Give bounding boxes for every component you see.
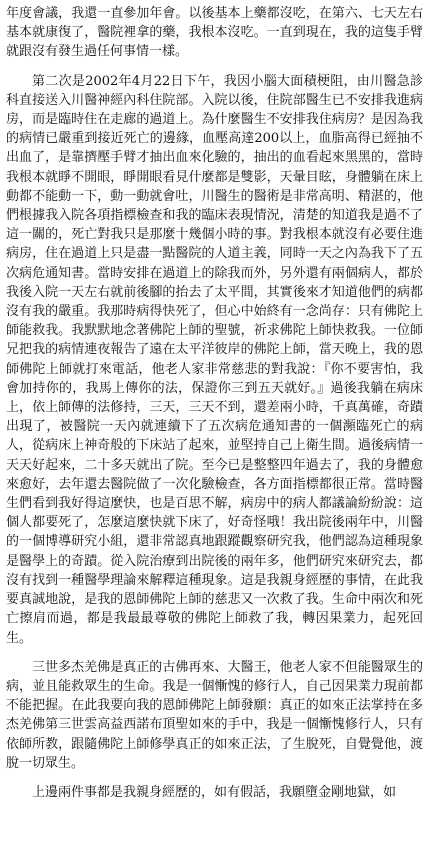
- paragraph-gap: [0, 62, 429, 72]
- paragraph-gap: [0, 773, 429, 783]
- paragraph-1: 年度會議，我還一直參加年會。以後基本上藥都沒吃，在第六、七天左右基本就康復了，醫院裡拿的藥，我根本沒吃。一直到現在，我的這隻手臂就跟沒有發生過任何事情一樣。: [6, 6, 423, 60]
- paragraph-gap: [0, 648, 429, 658]
- paragraph-2: 第二次是2002年4月22日下午，我因小腦大面積梗阻，由川醫急診科直接送入川醫神經內科住院部。入院以後，住院部醫生已不安排我進病房，而是臨時住在走廊的過道上。為什麼醫生不安排我住病房？是因為我的病情已嚴重到接近死亡的邊緣，血壓高達200以上，血脂高得已經抽不出血了，是靠擠壓手臂才抽出血來化驗的，抽出的血看起來黑黑的，當時我根本就睜不開眼，睜開眼看見什麼都是雙影，天暈目眩，身體躺在床上動都不能動一下，動一動就會吐，川醫生的醫術是非常高明、精湛的，他們根據我入院各項指標檢查和我的臨床表現情況，清楚的知道我是過不了這一關的，死亡對我只是那麼十幾個小時的事。對我根本就沒有必要住進病房，住在過道上只是盡一點醫院的人道主義，同時一天之內為我下了五次病危通知書。當時安排在過道上的除我而外，另外還有兩個病人，都於我後入院一天左右就前後腳的抬去了太平間，其實後來才知道他們的病都沒有我的嚴重。我那時病得快死了，但心中始終有一念尚存：只有佛陀上師能救我。我默默地念著佛陀上師的聖號，祈求佛陀上師快救我。一位師兄把我的病情連夜報告了遠在太平洋彼岸的佛陀上師，當天晚上，我的恩師佛陀上師就打來電話，他老人家非常慈悲的對我說：『你不要害怕，我會加持你的，我馬上傳你的法，保證你三到五天就好。』過後我躺在病床上，依上師傳的法修持，三天，三天不到，還差兩小時，千真萬確，奇蹟出現了，被醫院一天內就連續下了五次病危通知書的一個瀕臨死亡的病人，從病床上神奇般的下床站了起來，並堅持自己上衛生間。過後病情一天天好起來，二十多天就出了院。至今已是整整四年過去了，我的身體愈來愈好，去年還去醫院做了一次化驗檢查，各方面指標都很正常。當時醫生們看到我好得這麼快，也是百思不解，病房中的病人都議論紛紛說：這個人都要死了，怎麼這麼快就下床了，好奇怪哦！我出院後兩年中，川醫的一個博導研究小組，還非常認真地跟蹤觀察研究我，他們認為這種現象是醫學上的奇蹟。從入院治療到出院後的兩年多，他們研究來研究去，都沒有找到一種醫學理論來解釋這種現象。這是我親身經歷的事情，在此我要真誠地說，是我的恩師佛陀上師的慈悲又一次救了我。生命中兩次和死亡擦肩而過，都是我最最尊敬的佛陀上師救了我，轉因果業力，起死回生。: [6, 73, 423, 646]
- paragraph-4: 上邊兩件事都是我親身經歷的，如有假話，我願墮金剛地獄，如: [32, 784, 397, 800]
- paragraph-3: 三世多杰羌佛是真正的古佛再來、大醫王，他老人家不但能醫眾生的病，並且能救眾生的生命。我是一個慚愧的修行人，自己因果業力現前都不能把握。在此我要向我的恩師佛陀上師發願：真正的如來正法掌持在多杰羌佛第三世雲高益西諾布頂聖如來的手中，我是一個慚愧修行人，只有依師所教，跟隨佛陀上師修學真正的如來正法，了生脫死，自覺覺他，渡脫一切眾生。: [6, 659, 423, 771]
